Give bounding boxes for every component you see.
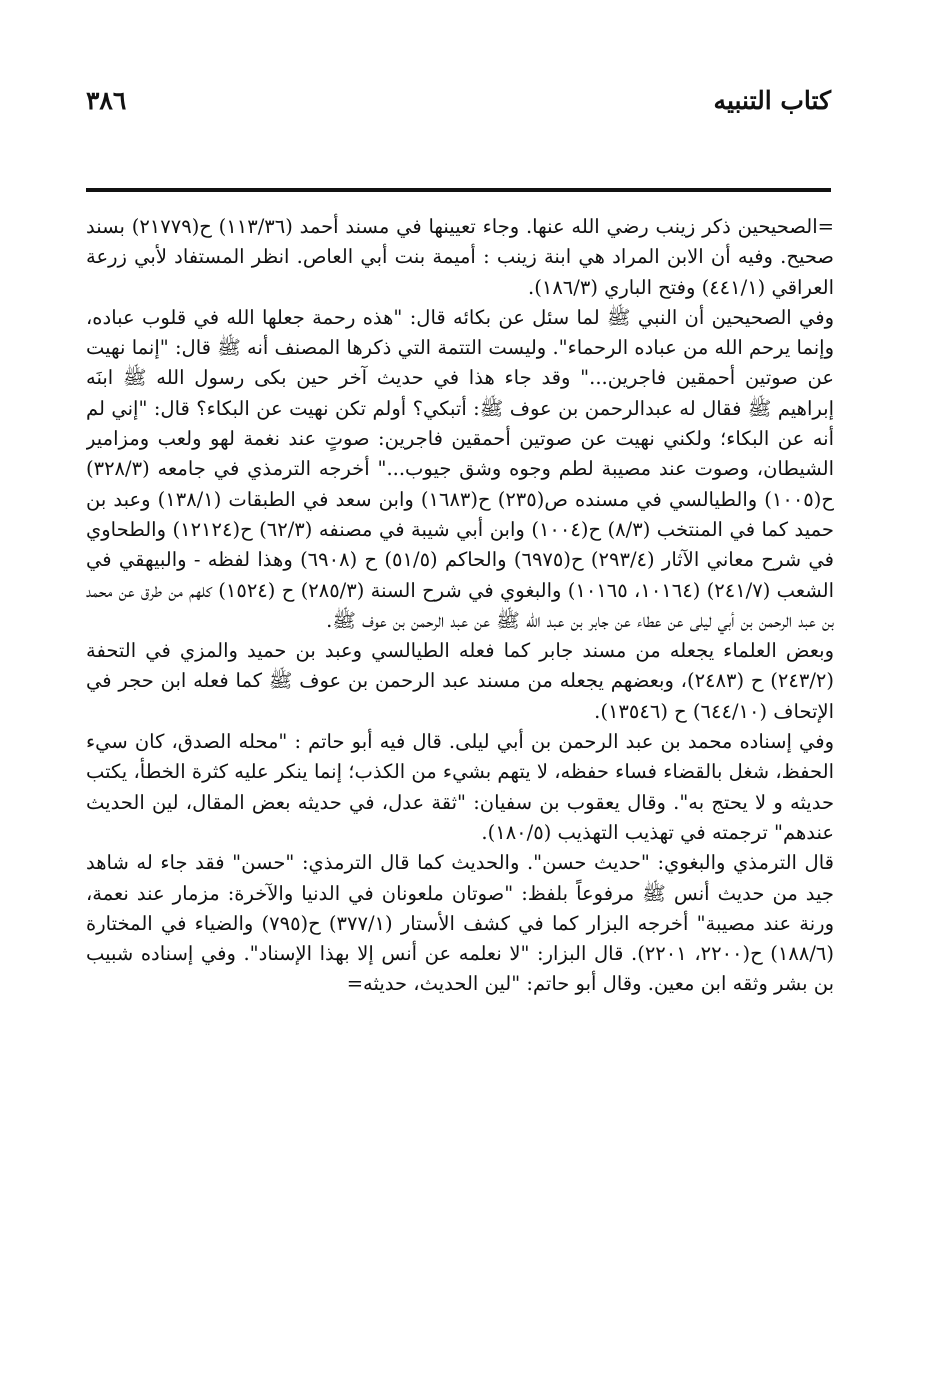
paragraph-4: وفي إسناده محمد بن عبد الرحمن بن أبي ليلى. قال فيه أبو حاتم : "محله الصدق، كان سيء الحفظ، شغل بالقضاء فساء حفظه، لا يتهم بشيء من الكذب؛ إنما ينكر عليه كثرة الخطأ، يكتب حديثه و لا يحتج به". وقال يعقوب بن سفيان: "ثقة عدل، في حديثه بعض المقال، لين الحديث عندهم" ترجمته في تهذيب التهذيب (١٨٠/٥).	[86, 730, 834, 844]
paragraph-5: قال الترمذي والبغوي: "حديث حسن". والحديث كما قال الترمذي: "حسن" فقد جاء له شاهد جيد من حديث أنس ﷺ مرفوعاً بلفظ: "صوتان ملعونان في الدنيا والآخرة: مزمار عند نعمة، ورنة عند مصيبة" أخرجه البزار كما في كشف الأستار (٣٧٧/١) ح(٧٩٥) والضياء في المختارة (١٨٨/٦) ح(٢٢٠٠، ٢٢٠١). قال البزار: "لا نعلمه عن أنس إلا بهذا الإسناد". وفي إسناده شبيب بن بشر وثقه ابن معين. وقال أبو حاتم: "لين الحديث، حديثه=	[86, 851, 834, 996]
header-rule	[86, 188, 831, 192]
paragraph-3: وبعض العلماء يجعله من مسند جابر كما فعله الطيالسي وعبد بن حميد والمزي في التحفة (٢٤٣/٢) ح (٢٤٨٣)، وبعضهم يجعله من مسند عبد الرحمن بن عوف ﷺ كما فعله ابن حجر في الإتحاف (٦٤٤/١٠) ح (١٣٥٤٦).	[86, 639, 834, 723]
footnote-text	[86, 212, 834, 1278]
page-header	[86, 84, 831, 124]
paragraph-2: وفي الصحيحين أن النبي ﷺ لما سئل عن بكائه قال: "هذه رحمة جعلها الله في قلوب عباده، وإنما يرحم الله من عباده الرحماء". وليست التتمة التي ذكرها المصنف أنه ﷺ قال: "إنما نهيت عن صوتين أحمقين فاجرين..." وقد جاء هذا في حديث آخر حين بكى رسول الله ﷺ ابنَه إبراهيم ﷺ فقال له عبدالرحمن بن عوف ﷺ: أتبكي؟ أولم تكن نهيت عن البكاء؟ قال: "إني لم أنه عن البكاء؛ ولكني نهيت عن صوتين أحمقين فاجرين: صوتٍ عند نغمة لهو ولعب ومزامير الشيطان، وصوت عند مصيبة لطم وجوه وشق جيوب..." أخرجه الترمذي في جامعه (٣٢٨/٣) ح(١٠٠٥) والطيالسي في مسنده ص(٢٣٥) ح(١٦٨٣) وابن سعد في الطبقات (١٣٨/١) وعبد بن حميد كما في المنتخب (٨/٣) ح(١٠٠٤) وابن أبي شيبة في مصنفه (٦٢/٣) ح(١٢١٢٤) والطحاوي في شرح معاني الآثار (٢٩٣/٤) ح(٦٩٧٥) والحاكم (٥١/٥) ح (٦٩٠٨) وهذا لفظه - والبيهقي في الشعب (٢٤١/٧) (١٠١٦٤، ١٠١٦٥) والبغوي في شرح السنة (٢٨٥/٣) ح (١٥٢٤) كلهم من طرق عن محمد بن عبد الرحمن بن أبي ليلى عن عطاء عن جابر بن عبد الله ﷺ عن عبد الرحمن بن عوف ﷺ.	[86, 305, 834, 632]
book-title: كتاب التنبيه	[713, 86, 831, 115]
page-number: ٣٨٦	[86, 86, 127, 115]
paragraph-1: =الصحيحين ذكر زينب رضي الله عنها. وجاء تعيينها في مسند أحمد (١١٣/٣٦) ح(٢١٧٧٩) بسند صحيح. وفيه أن الابن المراد هي ابنة زينب : أميمة بنت أبي العاص. انظر المستفاد لأبي زرعة العراقي (٤٤١/١) وفتح الباري (١٨٦/٣).	[86, 215, 834, 299]
